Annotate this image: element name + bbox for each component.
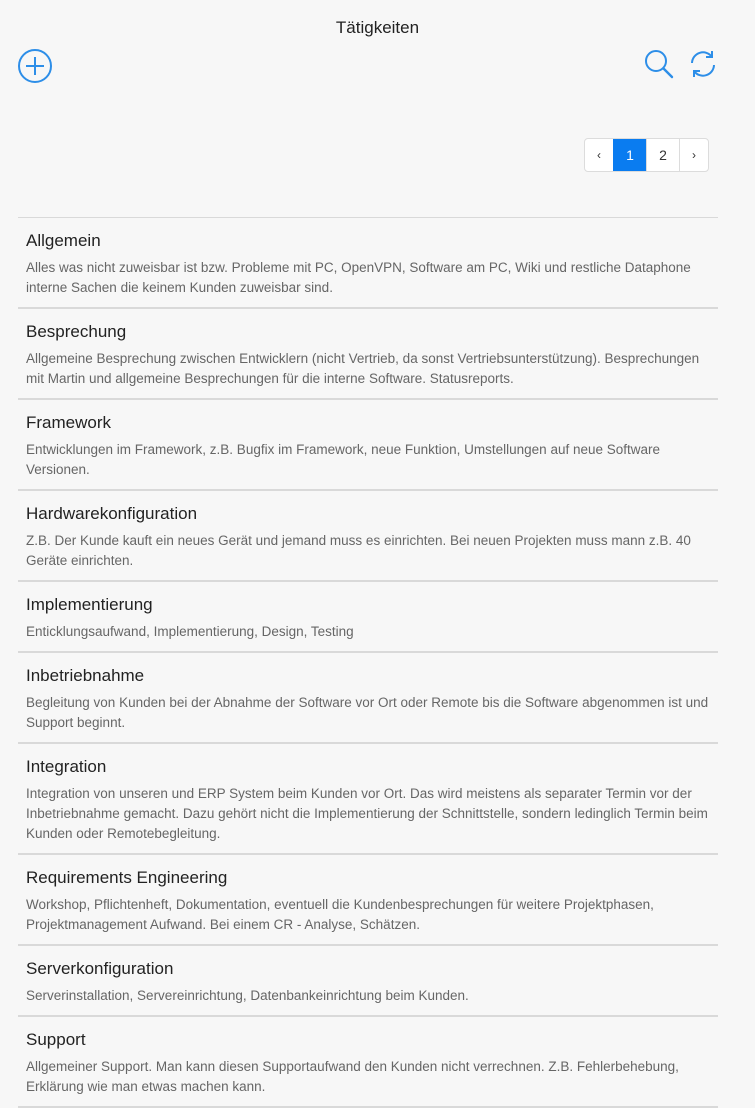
pagination-page-2[interactable]: 2 [646, 139, 679, 171]
list-item-title: Support [26, 1030, 86, 1049]
list-item[interactable] [18, 744, 718, 855]
list-item[interactable] [18, 1017, 718, 1108]
list-item[interactable] [18, 309, 718, 400]
list-item-description: Workshop, Pflichtenheft, Dokumentation, eventuell die Kundenbesprechungen für weitere Projektphasen, Projektmanagement Aufwand. Bei einem CR - Analyse, Schätzen. [26, 897, 654, 932]
list-item-title: Inbetriebnahme [26, 666, 145, 685]
list-item-title: Allgemein [26, 231, 101, 250]
list-item-title: Requirements Engineering [26, 868, 228, 887]
add-button[interactable] [17, 48, 53, 84]
list-item-description: Z.B. Der Kunde kauft ein neues Gerät und jemand muss es einrichten. Bei neuen Projekten muss mann z.B. 40 Geräte einrichten. [26, 533, 691, 568]
list-item-description: Allgemeiner Support. Man kann diesen Supportaufwand den Kunden nicht verrechnen. Z.B. Fehlerbehebung, Erklärung wie man etwas machen kann. [26, 1059, 679, 1094]
list-item-title: Hardwarekonfiguration [26, 504, 198, 523]
pagination-next-button[interactable]: › [679, 139, 708, 171]
search-icon [643, 48, 675, 80]
pagination [584, 138, 709, 172]
list-item-title: Implementierung [26, 595, 153, 614]
list-item[interactable] [18, 400, 718, 491]
list-item-description: Begleitung von Kunden bei der Abnahme der Software vor Ort oder Remote bis die Software abgenommen ist und Support beginnt. [26, 695, 709, 730]
list-item-title: Integration [26, 757, 107, 776]
list-item[interactable] [18, 582, 718, 653]
list-item[interactable] [18, 855, 718, 946]
pagination-prev-button[interactable]: ‹ [597, 148, 601, 162]
refresh-icon [687, 48, 719, 80]
plus-circle-icon [17, 48, 53, 84]
list-item-description: Serverinstallation, Servereinrichtung, Datenbankeinrichtung beim Kunden. [26, 988, 469, 1003]
search-button[interactable] [643, 48, 675, 80]
list-item[interactable] [18, 653, 718, 744]
list-item-title: Besprechung [26, 322, 127, 341]
list-item[interactable] [18, 218, 718, 309]
list-item-title: Serverkonfiguration [26, 959, 174, 978]
list-item-title: Framework [26, 413, 112, 432]
list-item-description: Alles was nicht zuweisbar ist bzw. Probleme mit PC, OpenVPN, Software am PC, Wiki und restliche Dataphone interne Sachen die keinem Kunden zuweisbar sind. [26, 260, 691, 295]
list-item-description: Allgemeine Besprechung zwischen Entwicklern (nicht Vertrieb, da sonst Vertriebsunterstützung). Besprechungen mit Martin und allgemeine Besprechungen für die interne Software. Statusreports. [26, 351, 700, 386]
list-item[interactable] [18, 946, 718, 1017]
list-item[interactable] [18, 491, 718, 582]
list-item-description: Entwicklungen im Framework, z.B. Bugfix im Framework, neue Funktion, Umstellungen auf neue Software Versionen. [26, 442, 661, 477]
pagination-page-1[interactable]: 1 [613, 139, 646, 171]
refresh-button[interactable] [687, 48, 719, 80]
list-item-description: Integration von unseren und ERP System beim Kunden vor Ort. Das wird meistens als separater Termin vor der Inbetriebnahme gemacht. Dazu gehört nicht die Implementierung der Schnittstelle, sondern ledinglich Termin beim Kunden oder Remotebegleitung. [26, 786, 708, 841]
activity-list [18, 217, 718, 1108]
list-item-description: Enticklungsaufwand, Implementierung, Design, Testing [26, 624, 354, 639]
page-title: Tätigkeiten [335, 18, 420, 37]
